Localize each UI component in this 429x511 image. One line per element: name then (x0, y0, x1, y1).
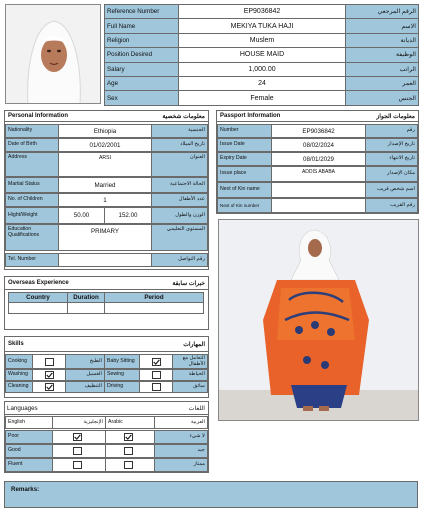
skill-label-ar: سائق (172, 381, 208, 393)
summary-label: Reference Number (104, 4, 179, 19)
summary-value: Female (178, 90, 346, 105)
skill-label: Washing (5, 369, 33, 381)
english-fluent-checkbox[interactable] (73, 461, 82, 469)
lang-level-label-ar: ممتاز (154, 458, 208, 472)
personal-label-address: Address (5, 152, 59, 177)
overseas-row (8, 302, 68, 314)
lang-level-label-ar: لا شيء (154, 430, 208, 444)
summary-label: Salary (104, 62, 179, 77)
summary-label: Sex (104, 90, 179, 105)
personal-label-ar-tel: رقم التواصل (151, 253, 208, 267)
full-body-photo (218, 219, 419, 421)
summary-label-ar: الديانة (345, 33, 419, 48)
personal-label-children: No. of Children (5, 193, 59, 207)
checkmark-icon (153, 359, 160, 365)
personal-label-education: Education Qualifications (5, 224, 59, 251)
skills-title-ar: المهارات (183, 341, 205, 348)
summary-label-ar: العمر (345, 76, 419, 91)
personal-label-tel: Tel. Number (5, 253, 59, 267)
lang-english-label-ar: الإنجليزية (52, 416, 106, 429)
col-duration: Duration (67, 292, 105, 303)
checkmark-icon (46, 372, 53, 378)
lang-level-label: Good (5, 444, 53, 458)
summary-value: 24 (178, 76, 346, 91)
summary-label: Position Desired (104, 47, 179, 62)
passport-label-ar-issue: تاريخ الإصدار (365, 138, 418, 152)
remarks-box (4, 481, 418, 508)
checkmark-icon (74, 434, 81, 440)
col-country: Country (8, 292, 68, 303)
skill-checkbox-sewing[interactable] (152, 371, 161, 379)
personal-info-header (4, 110, 209, 122)
personal-label-ar-address: العنوان (151, 152, 208, 177)
personal-label-ar-hw: الوزن والطول (151, 207, 208, 224)
skills-title: Skills (8, 341, 24, 347)
languages-header (4, 401, 209, 415)
headshot-photo (5, 4, 101, 104)
summary-label: Full Name (104, 18, 179, 33)
passport-label-number: Number (217, 124, 272, 138)
passport-value-number: EP9036842 (271, 124, 366, 138)
height-value: 152.00 (104, 207, 152, 224)
summary-label-ar: الاسم (345, 18, 419, 33)
overseas-title: Overseas Experience (8, 280, 69, 286)
english-good-checkbox[interactable] (73, 447, 82, 455)
personal-value-tel (58, 253, 152, 267)
skill-checkbox-washing[interactable] (45, 371, 54, 379)
personal-info-title: Personal Information (8, 113, 69, 119)
passport-value-place: ADDIS ABABA (271, 166, 366, 182)
lang-english-label: English (5, 416, 53, 429)
skill-label-ar: التنظيف (65, 381, 105, 393)
arabic-poor-checkbox[interactable] (124, 433, 133, 441)
overseas-row (67, 302, 105, 314)
col-period: Period (104, 292, 204, 303)
skill-checkbox-driving[interactable] (152, 383, 161, 391)
passport-label-kin: Next of Kin name (217, 182, 272, 198)
lang-level-label-ar: جيد (154, 444, 208, 458)
languages-title: Languages (7, 404, 38, 412)
personal-label-ar-marital: الحالة الاجتماعية (151, 177, 208, 193)
skill-label-ar: الغسيل (65, 369, 105, 381)
skills-header (4, 336, 209, 352)
skill-checkbox-cooking[interactable] (45, 358, 54, 366)
skill-label: Cleaning (5, 381, 33, 393)
passport-label-ar-place: مكان الإصدار (365, 166, 418, 182)
arabic-fluent-checkbox[interactable] (124, 461, 133, 469)
summary-value: MEKIYA TUKA HAJI (178, 18, 346, 33)
passport-value-kin (271, 182, 366, 198)
personal-value-address: ARSI (58, 152, 152, 177)
passport-label-ar-number: رقم (365, 124, 418, 138)
skill-label-ar: التعامل مع الأطفال (172, 354, 208, 369)
checkmark-icon (46, 384, 53, 390)
lang-level-label: Poor (5, 430, 53, 444)
passport-value-issue: 08/02/2024 (271, 138, 366, 152)
passport-label-kin_no: Next of Kin number (217, 198, 272, 213)
passport-label-ar-kin_no: رقم القريب (365, 198, 418, 213)
overseas-title-ar: خبرات سابقة (172, 280, 205, 287)
arabic-good-checkbox[interactable] (124, 447, 133, 455)
personal-value-children: 1 (58, 193, 152, 207)
passport-label-ar-kin: اسم شخص قريب (365, 182, 418, 198)
personal-label-ar-children: عدد الأطفال (151, 193, 208, 207)
passport-info-header (216, 110, 419, 122)
personal-label-hw: Hight/Weight (5, 207, 59, 224)
skill-checkbox-baby-sitting[interactable] (152, 358, 161, 366)
skill-label-ar: الطبخ (65, 354, 105, 369)
passport-label-ar-expiry: تاريخ الانتهاء (365, 152, 418, 166)
personal-label-ar-dob: تاريخ الميلاد (151, 138, 208, 152)
weight-value: 50.00 (58, 207, 105, 224)
passport-value-kin_no (271, 198, 366, 213)
summary-value: 1,000.00 (178, 62, 346, 77)
personal-value-marital: Married (58, 177, 152, 193)
skill-label: Cooking (5, 354, 33, 369)
personal-value-education: PRIMARY (58, 224, 152, 251)
personal-info-title-ar: معلومات شخصية (162, 113, 205, 120)
personal-label-ar-nationality: الجنسية (151, 124, 208, 138)
skill-label-ar: الخياطة (172, 369, 208, 381)
summary-label-ar: الراتب (345, 62, 419, 77)
passport-label-expiry: Expiry Date (217, 152, 272, 166)
summary-value: Muslem (178, 33, 346, 48)
personal-value-nationality: Ethiopia (58, 124, 152, 138)
personal-value-dob: 01/02/2001 (58, 138, 152, 152)
personal-label-marital: Martial Status (5, 177, 59, 193)
lang-level-label: Fluent (5, 458, 53, 472)
passport-info-title: Passport Information (220, 113, 281, 119)
skill-label: Baby Sitting (104, 354, 140, 369)
passport-label-place: Issue place (217, 166, 272, 182)
personal-label-ar-education: المستوى التعليمي (151, 224, 208, 251)
overseas-row (104, 302, 204, 314)
summary-value: HOUSE MAID (178, 47, 346, 62)
summary-label: Age (104, 76, 179, 91)
summary-label-ar: الوظيفة (345, 47, 419, 62)
skill-checkbox-cleaning[interactable] (45, 383, 54, 391)
summary-label-ar: الرقم المرجعي (345, 4, 419, 19)
skill-label: Driving (104, 381, 140, 393)
lang-arabic-label: Arabic (105, 416, 155, 429)
overseas-header (4, 276, 209, 290)
checkmark-icon (125, 434, 132, 440)
summary-label-ar: الجنس (345, 90, 419, 105)
english-poor-checkbox[interactable] (73, 433, 82, 441)
personal-label-nationality: Nationality (5, 124, 59, 138)
passport-value-expiry: 08/01/2029 (271, 152, 366, 166)
summary-label: Religion (104, 33, 179, 48)
personal-label-dob: Date of Birth (5, 138, 59, 152)
remarks-label: Remarks: (11, 486, 40, 493)
skill-label: Sewing (104, 369, 140, 381)
languages-title-ar: اللغات (188, 404, 205, 412)
passport-info-title-ar: معلومات الجواز (376, 113, 415, 120)
lang-arabic-label-ar: العربية (154, 416, 208, 429)
passport-label-issue: Issue Date (217, 138, 272, 152)
summary-value: EP9036842 (178, 4, 346, 19)
